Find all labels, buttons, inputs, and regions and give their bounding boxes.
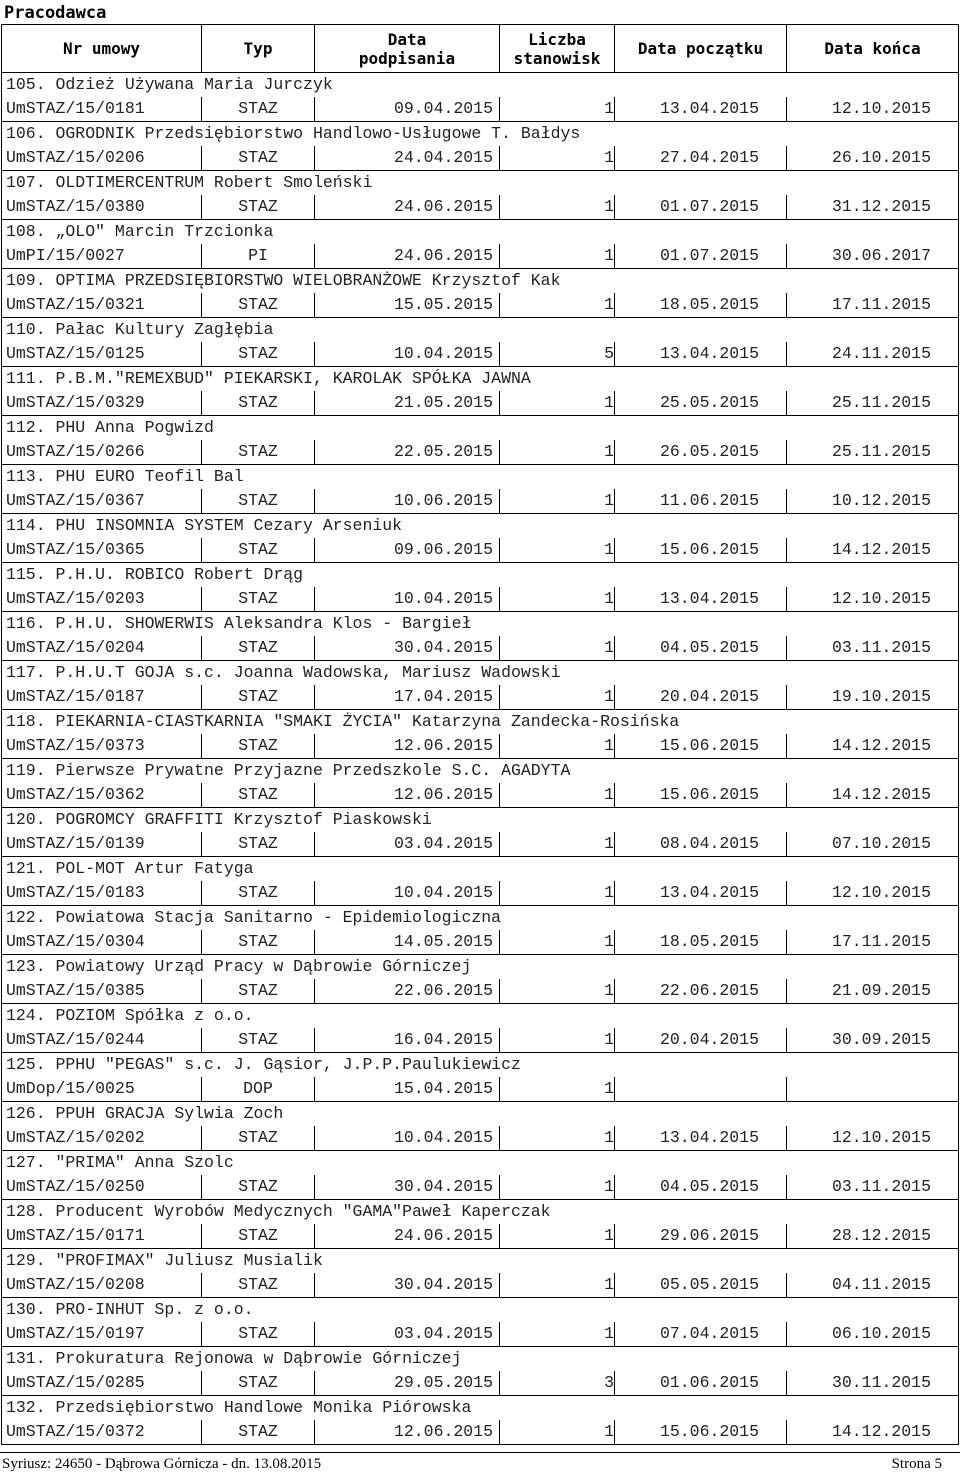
signing-date: 30.04.2015 — [315, 1175, 500, 1200]
positions-count: 1 — [500, 244, 615, 269]
contract-number: UmPI/15/0027 — [2, 244, 202, 269]
contract-number: UmSTAZ/15/0181 — [2, 97, 202, 122]
signing-date: 09.04.2015 — [315, 97, 500, 122]
positions-count: 1 — [500, 979, 615, 1004]
contract-row — [2, 1077, 959, 1102]
start-date — [615, 1077, 787, 1102]
employer-name: 111. P.B.M."REMEXBUD" PIEKARSKI, KAROLAK SPÓŁKA JAWNA — [2, 367, 959, 392]
footer-source-info: Syriusz: 24650 - Dąbrowa Górnicza - dn. 13.08.2015 — [2, 1456, 322, 1472]
end-date: 12.10.2015 — [787, 97, 959, 122]
positions-count: 1 — [500, 489, 615, 514]
start-date: 18.05.2015 — [615, 293, 787, 318]
contract-type: STAZ — [202, 538, 315, 563]
end-date: 14.12.2015 — [787, 783, 959, 808]
contract-number: UmSTAZ/15/0171 — [2, 1224, 202, 1249]
end-date: 14.12.2015 — [787, 538, 959, 563]
column-header-contract-number: Nr umowy — [2, 25, 202, 73]
positions-count: 1 — [500, 538, 615, 563]
positions-count: 1 — [500, 440, 615, 465]
end-date: 30.06.2017 — [787, 244, 959, 269]
contract-row — [2, 1371, 959, 1396]
end-date: 14.12.2015 — [787, 734, 959, 759]
contract-row — [2, 685, 959, 710]
contract-number: UmSTAZ/15/0385 — [2, 979, 202, 1004]
end-date: 24.11.2015 — [787, 342, 959, 367]
contract-number: UmDop/15/0025 — [2, 1077, 202, 1102]
end-date: 25.11.2015 — [787, 391, 959, 416]
employer-name: 125. PPHU "PEGAS" s.c. J. Gąsior, J.P.P.Paulukiewicz — [2, 1053, 959, 1078]
employer-name: 122. Powiatowa Stacja Sanitarno - Epidemiologiczna — [2, 906, 959, 931]
end-date: 17.11.2015 — [787, 930, 959, 955]
start-date: 13.04.2015 — [615, 342, 787, 367]
signing-date: 24.06.2015 — [315, 195, 500, 220]
contract-type: STAZ — [202, 1322, 315, 1347]
employer-name: 109. OPTIMA PRZEDSIĘBIORSTWO WIELOBRANŻOWE Krzysztof Kak — [2, 269, 959, 294]
employer-row — [2, 1298, 959, 1323]
signing-date: 10.04.2015 — [315, 1126, 500, 1151]
contract-type: STAZ — [202, 195, 315, 220]
contract-number: UmSTAZ/15/0244 — [2, 1028, 202, 1053]
signing-date: 22.06.2015 — [315, 979, 500, 1004]
employer-row — [2, 1347, 959, 1372]
contract-type: STAZ — [202, 636, 315, 661]
start-date: 15.06.2015 — [615, 783, 787, 808]
start-date: 11.06.2015 — [615, 489, 787, 514]
positions-count: 1 — [500, 734, 615, 759]
employer-name: 124. POZIOM Spółka z o.o. — [2, 1004, 959, 1029]
employer-name: 132. Przedsiębiorstwo Handlowe Monika Piórowska — [2, 1396, 959, 1421]
employer-row — [2, 1151, 959, 1176]
start-date: 22.06.2015 — [615, 979, 787, 1004]
employer-name: 110. Pałac Kultury Zagłębia — [2, 318, 959, 343]
contract-type: STAZ — [202, 734, 315, 759]
contract-row — [2, 783, 959, 808]
contract-number: UmSTAZ/15/0203 — [2, 587, 202, 612]
contract-type: STAZ — [202, 1273, 315, 1298]
contract-row — [2, 1224, 959, 1249]
start-date: 20.04.2015 — [615, 685, 787, 710]
signing-date: 09.06.2015 — [315, 538, 500, 563]
contract-row — [2, 1028, 959, 1053]
employer-row — [2, 759, 959, 784]
signing-date: 03.04.2015 — [315, 832, 500, 857]
contract-number: UmSTAZ/15/0365 — [2, 538, 202, 563]
employer-row — [2, 955, 959, 980]
positions-count: 1 — [500, 1224, 615, 1249]
employer-row — [2, 367, 959, 392]
positions-count: 1 — [500, 1077, 615, 1102]
contract-number: UmSTAZ/15/0329 — [2, 391, 202, 416]
contract-number: UmSTAZ/15/0304 — [2, 930, 202, 955]
contract-number: UmSTAZ/15/0183 — [2, 881, 202, 906]
contract-row — [2, 1273, 959, 1298]
employer-name: 106. OGRODNIK Przedsiębiorstwo Handlowo-Usługowe T. Bałdys — [2, 122, 959, 147]
contract-row — [2, 1322, 959, 1347]
end-date: 03.11.2015 — [787, 1175, 959, 1200]
employer-row — [2, 808, 959, 833]
contract-type: STAZ — [202, 783, 315, 808]
positions-count: 1 — [500, 587, 615, 612]
start-date: 15.06.2015 — [615, 1420, 787, 1445]
contract-number: UmSTAZ/15/0206 — [2, 146, 202, 171]
employer-row — [2, 269, 959, 294]
positions-count: 1 — [500, 1175, 615, 1200]
employer-row — [2, 465, 959, 490]
contract-row — [2, 734, 959, 759]
employer-row — [2, 906, 959, 931]
contract-row — [2, 587, 959, 612]
positions-count: 1 — [500, 97, 615, 122]
contract-number: UmSTAZ/15/0202 — [2, 1126, 202, 1151]
positions-count: 1 — [500, 881, 615, 906]
employer-name: 117. P.H.U.T GOJA s.c. Joanna Wadowska, Mariusz Wadowski — [2, 661, 959, 686]
signing-date: 12.06.2015 — [315, 734, 500, 759]
positions-count: 3 — [500, 1371, 615, 1396]
employer-name: 108. „OLO" Marcin Trzcionka — [2, 220, 959, 245]
signing-date: 17.04.2015 — [315, 685, 500, 710]
end-date: 07.10.2015 — [787, 832, 959, 857]
signing-date: 24.06.2015 — [315, 244, 500, 269]
contract-row — [2, 146, 959, 171]
employer-row — [2, 318, 959, 343]
employer-row — [2, 73, 959, 98]
signing-date: 29.05.2015 — [315, 1371, 500, 1396]
employer-row — [2, 1200, 959, 1225]
end-date: 12.10.2015 — [787, 1126, 959, 1151]
employer-name: 128. Producent Wyrobów Medycznych "GAMA"Paweł Kaperczak — [2, 1200, 959, 1225]
signing-date: 03.04.2015 — [315, 1322, 500, 1347]
contract-number: UmSTAZ/15/0367 — [2, 489, 202, 514]
positions-count: 1 — [500, 685, 615, 710]
employer-name: 115. P.H.U. ROBICO Robert Drąg — [2, 563, 959, 588]
start-date: 04.05.2015 — [615, 1175, 787, 1200]
employer-name: 130. PRO-INHUT Sp. z o.o. — [2, 1298, 959, 1323]
signing-date: 15.04.2015 — [315, 1077, 500, 1102]
signing-date: 30.04.2015 — [315, 1273, 500, 1298]
contract-type: STAZ — [202, 1175, 315, 1200]
employer-row — [2, 710, 959, 735]
signing-date: 10.06.2015 — [315, 489, 500, 514]
employer-name: 119. Pierwsze Prywatne Przyjazne Przedszkole S.C. AGADYTA — [2, 759, 959, 784]
start-date: 15.06.2015 — [615, 538, 787, 563]
contract-type: STAZ — [202, 97, 315, 122]
employer-name: 129. "PROFIMAX" Juliusz Musialik — [2, 1249, 959, 1274]
start-date: 13.04.2015 — [615, 881, 787, 906]
contract-row — [2, 195, 959, 220]
end-date — [787, 1077, 959, 1102]
end-date: 25.11.2015 — [787, 440, 959, 465]
contract-row — [2, 930, 959, 955]
contract-number: UmSTAZ/15/0266 — [2, 440, 202, 465]
positions-count: 5 — [500, 342, 615, 367]
signing-date: 24.04.2015 — [315, 146, 500, 171]
contract-row — [2, 538, 959, 563]
signing-date: 22.05.2015 — [315, 440, 500, 465]
contract-row — [2, 881, 959, 906]
start-date: 13.04.2015 — [615, 1126, 787, 1151]
positions-count: 1 — [500, 1322, 615, 1347]
signing-date: 10.04.2015 — [315, 881, 500, 906]
end-date: 21.09.2015 — [787, 979, 959, 1004]
contract-type: STAZ — [202, 832, 315, 857]
employer-row — [2, 857, 959, 882]
employer-name: 113. PHU EURO Teofil Bal — [2, 465, 959, 490]
column-header-positions-count: Liczba stanowisk — [500, 25, 615, 73]
employer-row — [2, 122, 959, 147]
end-date: 06.10.2015 — [787, 1322, 959, 1347]
contract-number: UmSTAZ/15/0380 — [2, 195, 202, 220]
column-header-start-date: Data początku — [615, 25, 787, 73]
end-date: 28.12.2015 — [787, 1224, 959, 1249]
signing-date: 10.04.2015 — [315, 342, 500, 367]
employer-name: 120. POGROMCY GRAFFITI Krzysztof Piaskowski — [2, 808, 959, 833]
contract-type: STAZ — [202, 342, 315, 367]
column-header-signing-date: Data podpisania — [315, 25, 500, 73]
employer-name: 126. PPUH GRACJA Sylwia Zoch — [2, 1102, 959, 1127]
contract-number: UmSTAZ/15/0204 — [2, 636, 202, 661]
signing-date: 12.06.2015 — [315, 783, 500, 808]
employer-name: 123. Powiatowy Urząd Pracy w Dąbrowie Górniczej — [2, 955, 959, 980]
positions-count: 1 — [500, 293, 615, 318]
contract-type: STAZ — [202, 1420, 315, 1445]
contract-number: UmSTAZ/15/0372 — [2, 1420, 202, 1445]
start-date: 15.06.2015 — [615, 734, 787, 759]
positions-count: 1 — [500, 636, 615, 661]
contract-type: STAZ — [202, 1371, 315, 1396]
contracts-table — [1, 24, 959, 1445]
employer-row — [2, 1249, 959, 1274]
end-date: 26.10.2015 — [787, 146, 959, 171]
employer-name: 114. PHU INSOMNIA SYSTEM Cezary Arseniuk — [2, 514, 959, 539]
column-header-type: Typ — [202, 25, 315, 73]
end-date: 12.10.2015 — [787, 587, 959, 612]
page-footer — [0, 1452, 960, 1475]
end-date: 31.12.2015 — [787, 195, 959, 220]
signing-date: 10.04.2015 — [315, 587, 500, 612]
positions-count: 1 — [500, 1028, 615, 1053]
contract-row — [2, 440, 959, 465]
contract-type: STAZ — [202, 930, 315, 955]
start-date: 27.04.2015 — [615, 146, 787, 171]
employer-row — [2, 1053, 959, 1078]
signing-date: 21.05.2015 — [315, 391, 500, 416]
end-date: 04.11.2015 — [787, 1273, 959, 1298]
column-header-end-date: Data końca — [787, 25, 959, 73]
table-header-row — [2, 25, 959, 73]
signing-date: 24.06.2015 — [315, 1224, 500, 1249]
start-date: 29.06.2015 — [615, 1224, 787, 1249]
contract-row — [2, 1175, 959, 1200]
start-date: 26.05.2015 — [615, 440, 787, 465]
end-date: 17.11.2015 — [787, 293, 959, 318]
start-date: 01.06.2015 — [615, 1371, 787, 1396]
positions-count: 1 — [500, 783, 615, 808]
contract-type: STAZ — [202, 293, 315, 318]
employer-section-label: Pracodawca — [4, 3, 107, 23]
contract-number: UmSTAZ/15/0373 — [2, 734, 202, 759]
contract-type: STAZ — [202, 979, 315, 1004]
employer-name: 107. OLDTIMERCENTRUM Robert Smoleński — [2, 171, 959, 196]
contract-row — [2, 244, 959, 269]
end-date: 30.11.2015 — [787, 1371, 959, 1396]
contract-type: STAZ — [202, 587, 315, 612]
employer-name: 112. PHU Anna Pogwizd — [2, 416, 959, 441]
signing-date: 14.05.2015 — [315, 930, 500, 955]
contract-number: UmSTAZ/15/0187 — [2, 685, 202, 710]
end-date: 14.12.2015 — [787, 1420, 959, 1445]
contract-type: STAZ — [202, 1028, 315, 1053]
contract-number: UmSTAZ/15/0362 — [2, 783, 202, 808]
employer-name: 116. P.H.U. SHOWERWIS Aleksandra Klos - Bargieł — [2, 612, 959, 637]
employer-row — [2, 1102, 959, 1127]
signing-date: 30.04.2015 — [315, 636, 500, 661]
contract-type: STAZ — [202, 685, 315, 710]
positions-count: 1 — [500, 1126, 615, 1151]
employer-name: 131. Prokuratura Rejonowa w Dąbrowie Górniczej — [2, 1347, 959, 1372]
contract-number: UmSTAZ/15/0250 — [2, 1175, 202, 1200]
footer-page-number: Strona 5 — [891, 1456, 942, 1472]
contract-row — [2, 636, 959, 661]
end-date: 10.12.2015 — [787, 489, 959, 514]
contract-type: STAZ — [202, 1126, 315, 1151]
start-date: 04.05.2015 — [615, 636, 787, 661]
employer-name: 118. PIEKARNIA-CIASTKARNIA "SMAKI ŻYCIA" Katarzyna Zandecka-Rosińska — [2, 710, 959, 735]
end-date: 30.09.2015 — [787, 1028, 959, 1053]
contract-row — [2, 342, 959, 367]
contract-number: UmSTAZ/15/0208 — [2, 1273, 202, 1298]
start-date: 08.04.2015 — [615, 832, 787, 857]
positions-count: 1 — [500, 832, 615, 857]
contract-type: DOP — [202, 1077, 315, 1102]
employer-name: 127. "PRIMA" Anna Szolc — [2, 1151, 959, 1176]
contract-row — [2, 97, 959, 122]
start-date: 20.04.2015 — [615, 1028, 787, 1053]
contract-number: UmSTAZ/15/0139 — [2, 832, 202, 857]
contract-type: STAZ — [202, 391, 315, 416]
start-date: 07.04.2015 — [615, 1322, 787, 1347]
positions-count: 1 — [500, 930, 615, 955]
start-date: 13.04.2015 — [615, 97, 787, 122]
contract-row — [2, 391, 959, 416]
signing-date: 16.04.2015 — [315, 1028, 500, 1053]
employer-row — [2, 1396, 959, 1421]
contract-type: STAZ — [202, 440, 315, 465]
contract-number: UmSTAZ/15/0197 — [2, 1322, 202, 1347]
contract-number: UmSTAZ/15/0321 — [2, 293, 202, 318]
table-body — [2, 73, 959, 1445]
employer-row — [2, 1004, 959, 1029]
contract-number: UmSTAZ/15/0125 — [2, 342, 202, 367]
positions-count: 1 — [500, 195, 615, 220]
start-date: 01.07.2015 — [615, 244, 787, 269]
employer-name: 121. POL-MOT Artur Fatyga — [2, 857, 959, 882]
contract-type: STAZ — [202, 489, 315, 514]
signing-date: 15.05.2015 — [315, 293, 500, 318]
employer-row — [2, 416, 959, 441]
contract-row — [2, 832, 959, 857]
contract-type: STAZ — [202, 1224, 315, 1249]
positions-count: 1 — [500, 1273, 615, 1298]
contract-row — [2, 1126, 959, 1151]
end-date: 12.10.2015 — [787, 881, 959, 906]
end-date: 19.10.2015 — [787, 685, 959, 710]
start-date: 01.07.2015 — [615, 195, 787, 220]
contract-row — [2, 293, 959, 318]
employer-row — [2, 563, 959, 588]
end-date: 03.11.2015 — [787, 636, 959, 661]
positions-count: 1 — [500, 1420, 615, 1445]
contract-row — [2, 489, 959, 514]
contract-type: STAZ — [202, 881, 315, 906]
contract-row — [2, 1420, 959, 1445]
contract-type: STAZ — [202, 146, 315, 171]
contract-type: PI — [202, 244, 315, 269]
employer-row — [2, 661, 959, 686]
start-date: 18.05.2015 — [615, 930, 787, 955]
start-date: 25.05.2015 — [615, 391, 787, 416]
employer-name: 105. Odzież Używana Maria Jurczyk — [2, 73, 959, 98]
start-date: 13.04.2015 — [615, 587, 787, 612]
positions-count: 1 — [500, 391, 615, 416]
employer-row — [2, 220, 959, 245]
signing-date: 12.06.2015 — [315, 1420, 500, 1445]
positions-count: 1 — [500, 146, 615, 171]
employer-row — [2, 514, 959, 539]
employer-row — [2, 612, 959, 637]
contract-number: UmSTAZ/15/0285 — [2, 1371, 202, 1396]
contract-row — [2, 979, 959, 1004]
start-date: 05.05.2015 — [615, 1273, 787, 1298]
employer-row — [2, 171, 959, 196]
